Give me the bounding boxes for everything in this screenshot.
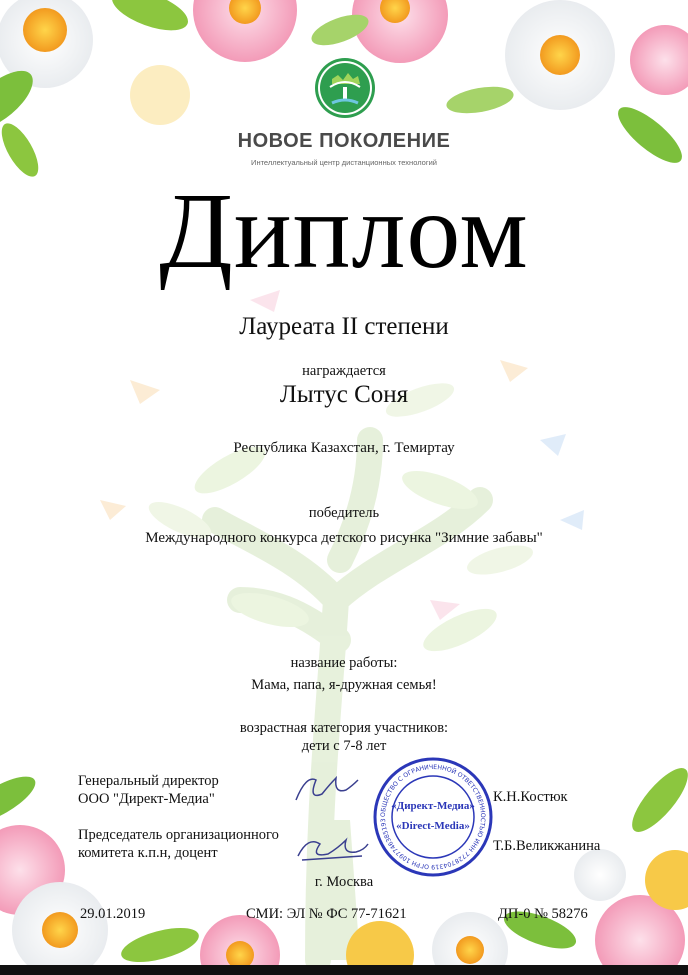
chair-title-line1: Председатель организационного xyxy=(78,827,279,843)
brand-subtitle: Интеллектуальный центр дистанционных технологий xyxy=(251,158,437,167)
age-category-label: возрастная категория участников: xyxy=(239,720,449,736)
company-stamp xyxy=(372,756,494,878)
director-name: К.Н.Костюк xyxy=(493,789,568,805)
chair-signature xyxy=(292,828,372,868)
director-title-line2: ООО "Директ-Медиа" xyxy=(78,791,215,807)
awarded-label: награждается xyxy=(302,363,386,379)
recipient-name: Лытус Соня xyxy=(279,381,409,408)
director-title xyxy=(78,772,219,808)
issue-date: 29.01.2019 xyxy=(80,906,146,922)
work-label: название работы: xyxy=(290,655,398,671)
winner-label: победитель xyxy=(308,505,380,521)
director-signature xyxy=(292,770,362,810)
diploma-degree: Лауреата II степени xyxy=(239,313,449,340)
recipient-location: Республика Казахстан, г. Темиртау xyxy=(233,440,455,456)
bottom-border xyxy=(0,965,688,975)
brand-name: НОВОЕ ПОКОЛЕНИЕ xyxy=(237,130,451,152)
stamp-graphic xyxy=(372,756,494,878)
age-category-value: дети с 7-8 лет xyxy=(301,738,387,754)
svg-text:ОБЩЕСТВО С ОГРАНИЧЕННОЙ ОТВЕТС xyxy=(380,764,486,870)
chair-title-line2: комитета к.п.н, доцент xyxy=(78,845,218,861)
work-title: Мама, папа, я-дружная семья! xyxy=(251,677,437,693)
city: г. Москва xyxy=(314,874,374,890)
contest-name: Международного конкурса детского рисунка "Зимние забавы" xyxy=(145,530,543,546)
stamp-line1: «Директ-Медиа» xyxy=(391,800,475,812)
smi-registration: СМИ: ЭЛ № ФС 77-71621 xyxy=(246,906,407,922)
director-title-line1: Генеральный директор xyxy=(78,773,219,789)
stamp-line2: «Direct-Media» xyxy=(396,820,470,832)
chair-name: Т.Б.Великжанина xyxy=(493,838,601,854)
document-number: ДП-0 № 58276 xyxy=(498,906,588,922)
diploma-title: Диплом xyxy=(159,172,529,291)
tree-logo-icon xyxy=(314,57,376,119)
stamp-ring-text: ОБЩЕСТВО С ОГРАНИЧЕННОЙ ОТВЕТСТВЕННОСТЬЮ ИНН 7728704319 ОГРН 1097746385193 xyxy=(379,763,487,871)
chair-title xyxy=(78,826,279,862)
